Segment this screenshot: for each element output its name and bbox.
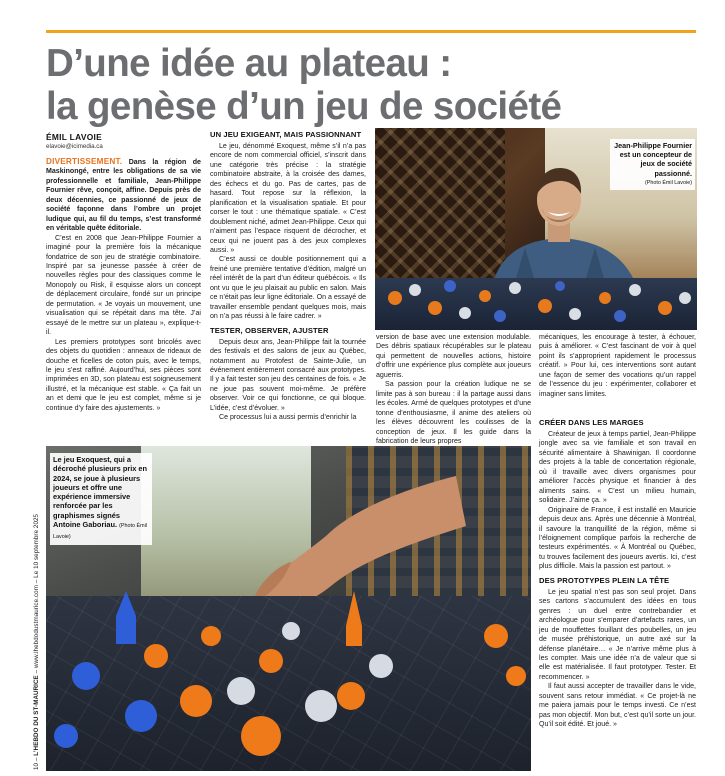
body-paragraph: Créateur de jeux à temps partiel, Jean-Philippe jongle avec sa vie familiale et son travail en sécurité alimentaire à Shawinigan. Il coordonne des projets à la table de concertation régionale, où il travaille avec divers organismes pour améliorer l’accès physique et financier à des aliments sains. « C’est un milieu humain, solidaire. J’aime ça. »	[539, 431, 696, 505]
caption-top-text: Jean-Philippe Fournier est un concepteur de jeux de société passionné.	[614, 141, 692, 178]
photo-game-pieces	[375, 268, 697, 330]
lede-paragraph	[46, 157, 201, 234]
folio-publication: L’HEBDO DU ST-MAURICE	[33, 675, 40, 756]
column-4-continued	[539, 418, 696, 730]
body-paragraph: C’est en 2008 que Jean-Philippe Fournier a imaginé pour la première fois la mécanique fondatrice de son jeu de stratégie combinatoire. Inspiré par sa jeunesse passée à créer de nouvelles règles pour des classiques comme le Monopoly ou Risk, il esquisse alors un concept de déplacement circulaire, fondé sur un principe de permutation. « Je voyais un mouvement, une visualisation qui se répétait dans ma tête. J’ai essayé de le mettre sur un plateau », explique-t-il.	[46, 234, 201, 337]
caption-bottom	[50, 453, 152, 545]
lede: Dans la région de Maskinongé, entre les obligations de sa vie professionnelle et familiale, Jean-Philippe Fournier rêve, conçoit, affine. Depuis près de deux décennies, ce passionné de jeux de société façonne dans l’ombre un projet ludique qui, au fil du temps, s’est transformé en véritable quête éditoriale.	[46, 159, 201, 233]
headline-line1: D’une idée au plateau :	[46, 42, 452, 85]
body-paragraph: Sa passion pour la création ludique ne se limite pas à son bureau : il la partage aussi dans les écoles. Armé de quelques prototypes et d’une tonne d’enthousiasme, il anime des ateliers où les élèves découvrent les coulisses de la conception de jeux. Il les guide dans la fabrication de leurs propres	[376, 381, 531, 445]
caption-bottom-text: Le jeu Exoquest, qui a décroché plusieurs prix en 2024, se joue à plusieurs joueurs et offre une expérience immersive renforcée par les graphismes signés Antoine Gaboriau.	[53, 455, 148, 530]
headline	[46, 42, 696, 128]
body-paragraph: Le jeu spatial n’est pas son seul projet. Dans ses cartons s’accumulent des idées en tous genres : un duel entre contrebandier et archéologue pour s’emparer d’artefacts rares, un jeu de mouffettes fouillant des poubelles, un jeu de musée préhistorique, un autre axé sur la défense planétaire… « Je n’arrive même plus à les compter. Mais une idée n’a de valeur que si elle est matérialisée. Il faut prototyper. Tester. Et recommencer. »	[539, 588, 696, 681]
column-4	[539, 333, 696, 399]
top-rule	[46, 30, 696, 33]
folio-website[interactable]: www.lhebdodustmaurice.com	[33, 585, 40, 669]
photo-game-pieces	[46, 586, 531, 771]
caption-top	[610, 139, 695, 190]
column-2	[210, 130, 366, 423]
byline-author: ÉMIL LAVOIE	[46, 132, 103, 142]
column-3	[376, 333, 531, 446]
body-paragraph: Ce processus lui a aussi permis d’enrichir la	[219, 414, 357, 422]
section-title: DES PROTOTYPES PLEIN LA TÊTE	[539, 575, 670, 585]
folio-page-number: 10	[33, 762, 40, 770]
body-paragraph: Depuis deux ans, Jean-Philippe fait la tournée des festivals et des salons de jeux au Québec, notamment au Protofest de Sainte-Julie, un événement entièrement consacré aux prototypes. Il y a fait tester son jeu des centaines de fois. « Je ne joue pas souvent moi-même. Je préfère observer. Voir ce qui fonctionne, ce qui bloque. L’idée, c’est d’évoluer. »	[210, 338, 366, 412]
folio-date: Le 10 septembre 2025	[33, 513, 40, 578]
body-paragraph: version de base avec une extension modulable. Des débris spatiaux récupérables sur le plateau qui permettent de nouvelles actions, histoire d’offrir une expérience plus complète aux joueurs aguerris.	[376, 334, 531, 379]
section-title: TESTER, OBSERVER, AJUSTER	[210, 325, 329, 335]
caption-bottom-credit: (Photo Émil Lavoie)	[53, 523, 147, 541]
body-paragraph: mécaniques, les encourage à tester, à échouer, puis à améliorer. « C’est fascinant de voir à quel point ils s’approprient rapidement le processus créatif. » Pour lui, ces interventions sont autant une façon de semer des vocations qu’un rappel de l’essence du jeu : expérimenter, collaborer et imaginer sans limites.	[539, 334, 696, 398]
body-paragraph: Originaire de France, il est installé en Mauricie depuis deux ans. Après une décennie à Montréal, il savoure la tranquillité de la région, même si l’éloignement complique parfois la recherche de testeurs expérimentés. « À Montréal ou Québec, tu trouves facilement des joueurs avertis. Ici, c’est plus difficile. Mais la passion est partout. »	[539, 506, 696, 571]
body-paragraph: C’est aussi ce double positionnement qui a freiné une première tentative d’édition, malgré un réel intérêt de la part d’un éditeur québécois. « Ils ont vu que le jeu plaisait au public en salon. Mais ce n’était pas leur ligne éditoriale. On a essayé de travailler ensemble pendant quelques mois, mais on n’a pas réussi à le faire cadrer. »	[210, 256, 366, 321]
page-folio: 10 – L’HEBDO DU ST-MAURICE – www.lhebdodustmaurice.com – Le 10 septembre 2025	[33, 513, 40, 770]
body-paragraph: Les premiers prototypes sont bricolés avec des objets du quotidien : anneaux de rideaux de douche et ficelles de coton puis, avec le temps, le jeu s’est raffiné. Aujourd’hui, ses pièces sont imprimées en 3D, son plateau est soigneusement illustré, et la mécanique est stable. « Ça fait un an et demi que le jeu est complet, même si je continue d’y faire des ajustements. »	[46, 338, 201, 412]
body-paragraph: Le jeu, dénommé Exoquest, même s’il n’a pas encore de nom commercial officiel, s’inscrit dans une catégorie très précise : la stratégie combinatoire abstraite, à la croisée des dames, des échecs et du go. Pas de cartes, pas de hasard. Tout repose sur la réflexion, la planification et la visualisation spatiale. Et pour corser le tout : une thématique spatiale. « C’est doublement niché, admet Jean-Philippe. Ceux qui n’aiment pas l’espace risquent de décrocher, et ceux qui ne jouent pas à des jeux complexes aussi. »	[210, 143, 366, 254]
kicker: DIVERTISSEMENT.	[46, 157, 123, 166]
headline-line2: la genèse d’un jeu de société	[46, 85, 562, 128]
column-1	[46, 157, 201, 413]
section-title: UN JEU EXIGEANT, MAIS PASSIONNANT	[210, 130, 362, 139]
body-paragraph: Il faut aussi accepter de travailler dans le vide, souvent sans retour immédiat. « Ce projet-là ne me paiera jamais pour le temps investi. Ce n’est pas mon objectif. Mon but, c’est qu’il sorte un jour. Qu’il soit édité. Et joué. »	[539, 683, 696, 729]
section-title: CRÉER DANS LES MARGES	[539, 418, 644, 427]
caption-top-credit: (Photo Émil Lavoie)	[644, 179, 692, 186]
byline-email[interactable]: elavoie@icimedia.ca	[46, 143, 103, 150]
